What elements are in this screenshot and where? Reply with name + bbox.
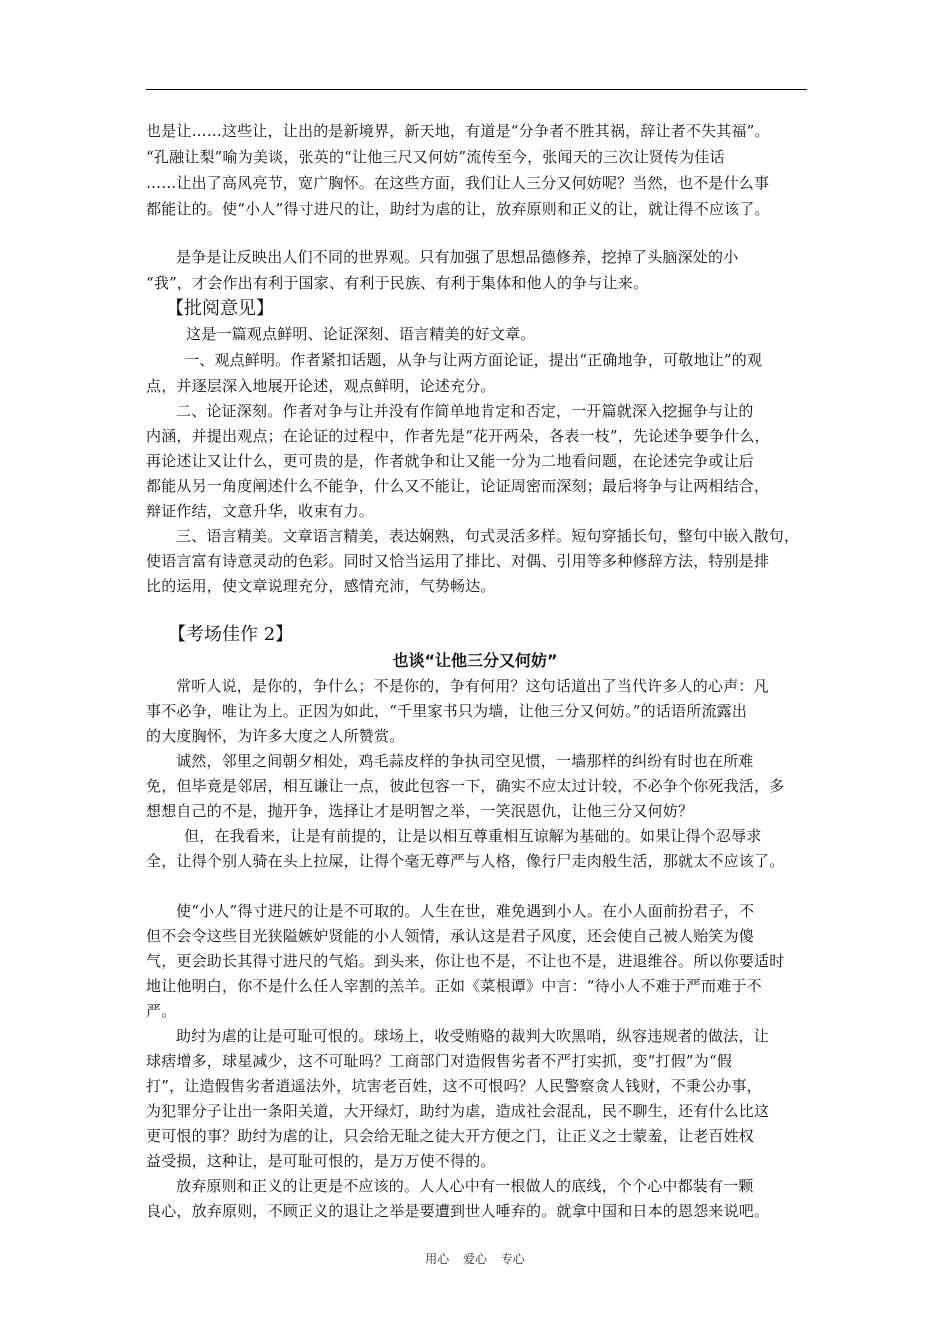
paragraph-first-line: 诚然，邻里之间朝夕相处，鸡毛蒜皮样的争执司空见惯，一墙那样的纠纷有时也在所难 bbox=[176, 752, 754, 770]
text-line: 比的运用，使文章说理充分，感情充沛，气势畅达。 bbox=[146, 577, 496, 595]
paragraph-first-line: 三、语言精美。文章语言精美，表达娴熟，句式灵活多样。短句穿插长句，整句中嵌入散句， bbox=[176, 527, 800, 545]
text-line: 免，但毕竟是邻居，相互谦让一点，彼此包容一下，确实不应太过计较，不必争个你死我活，多 bbox=[146, 777, 785, 795]
essay-heading: 【考场佳作 2】 bbox=[168, 624, 294, 645]
text-line: 全，让得个别人骑在头上拉屎，让得个毫无尊严与人格，像行尸走肉般生活，那就太不应该了。 bbox=[146, 852, 785, 870]
paragraph-first-line: 但，在我看来，让是有前提的，让是以相互尊重相互谅解为基础的。如果让得个忍辱求 bbox=[184, 827, 762, 845]
page-footer: 用心 爱心 专心 bbox=[425, 1252, 525, 1266]
paragraph-first-line: 这是一篇观点鲜明、论证深刻、语言精美的好文章。 bbox=[186, 325, 536, 343]
text-line: 再论述让又让什么，更可贵的是，作者就争和让又能一分为二地看问题，在论述完争或让后 bbox=[146, 452, 755, 470]
text-line: 辩证作结，文意升华，收束有力。 bbox=[146, 502, 375, 520]
text-line: 的大度胸怀，为许多大度之人所赞赏。 bbox=[146, 727, 405, 745]
paragraph-first-line: 使“小人”得寸进尺的让是不可取的。人生在世，难免遇到小人。在小人面前扮君子，不 bbox=[176, 902, 755, 920]
text-line: 益受损，这种让，是可耻可恨的，是万万使不得的。 bbox=[146, 1152, 496, 1170]
text-line: 点，并逐层深入地展开论述，观点鲜明，论述充分。 bbox=[146, 377, 496, 395]
text-line: 严。 bbox=[146, 1002, 177, 1020]
text-line: 都能从另一角度阐述什么不能争，什么又不能让，论证周密而深刻；最后将争与让两相结合， bbox=[146, 477, 770, 495]
paragraph-first-line: 放弃原则和正义的让更是不应该的。人人心中有一根做人的底线，个个心中都装有一颗 bbox=[176, 1177, 754, 1195]
text-line: 都能让的。使“小人”得寸进尺的让，助纣为虐的让，放弃原则和正义的让，就让得不应该了。 bbox=[146, 200, 770, 218]
paragraph-first-line: 助纣为虐的让是可耻可恨的。球场上，收受贿赂的裁判大吹黑哨，纵容违规者的做法，让 bbox=[176, 1027, 769, 1045]
text-line: 为犯罪分子让出一条阳关道，大开绿灯，助纣为虐，造成社会混乱，民不聊生，还有什么比这 bbox=[146, 1102, 770, 1120]
text-line: 使语言富有诗意灵动的色彩。同时又恰当运用了排比、对偶、引用等多种修辞方法，特别是排 bbox=[146, 552, 770, 570]
header-rule bbox=[146, 89, 807, 90]
text-line: 但不会令这些目光狭隘嫉妒贤能的小人领情，承认这是君子风度，还会使自己被人贻笑为傻 bbox=[146, 927, 755, 945]
text-line: 更可恨的事？助纣为虐的让，只会给无耻之徒大开方便之门，让正义之士蒙羞，让老百姓权 bbox=[146, 1127, 755, 1145]
text-line: 良心，放弃原则，不顾正义的退让之举是要遭到世人唾弃的。就拿中国和日本的恩怨来说吧。 bbox=[146, 1202, 770, 1220]
text-line: 内涵，并提出观点；在论证的过程中，作者先是“花开两朵，各表一枝”，先论述争要争什么， bbox=[146, 427, 770, 445]
paragraph-first-line: 二、论证深刻。作者对争与让并没有作简单地肯定和否定，一开篇就深入挖掘争与让的 bbox=[176, 402, 754, 420]
paragraph-first-line: 是争是让反映出人们不同的世界观。只有加强了思想品德修养，挖掉了头脑深处的小 bbox=[176, 248, 739, 266]
paragraph-first-line: 一、观点鲜明。作者紧扣话题，从争与让两方面论证，提出“正确地争，可敬地让”的观 bbox=[184, 351, 763, 369]
text-line: 球痞增多，球星减少，这不可耻吗？工商部门对造假售劣者不严打实抓，变“打假”为“假 bbox=[146, 1052, 733, 1070]
text-line: ……让出了高风亮节，宽广胸怀。在这些方面，我们让人三分又何妨呢？当然，也不是什么事 bbox=[146, 174, 770, 192]
review-heading: 【批阅意见】 bbox=[166, 298, 274, 319]
paragraph-first-line: 常听人说，是你的，争什么；不是你的，争有何用？这句话道出了当代许多人的心声：凡 bbox=[176, 677, 769, 695]
text-line: 也是让……这些让，让出的是新境界，新天地，有道是“分争者不胜其祸，辞让者不失其福”。 bbox=[146, 122, 770, 140]
text-line: 地让他明白，你不是什么任人宰割的羔羊。正如《菜根谭》中言：“待小人不难于严而难于不 bbox=[146, 977, 762, 995]
text-line: 想想自己的不是，抛开争，选择让才是明智之举，一笑泯恩仇，让他三分又何妨？ bbox=[146, 802, 694, 820]
text-line: 打”，让造假售劣者逍遥法外，坑害老百姓，这不可恨吗？人民警察贪人钱财，不秉公办事， bbox=[146, 1077, 762, 1095]
text-line: 事不必争，唯让为上。正因为如此，“千里家书只为墙，让他三分又何妨。”的话语所流露出 bbox=[146, 702, 748, 720]
text-line: 气，更会助长其得寸进尺的气焰。到头来，你让也不是，不让也不是，进退维谷。所以你要适时 bbox=[146, 952, 785, 970]
essay-title: 也谈“让他三分又何妨” bbox=[392, 651, 558, 670]
text-line: “孔融让梨”喻为美谈，张英的“让他三尺又何妨”流传至今，张闻天的三次让贤传为佳话 bbox=[146, 148, 725, 166]
text-line: “我”，才会作出有利于国家、有利于民族、有利于集体和他人的争与让来。 bbox=[146, 274, 649, 292]
